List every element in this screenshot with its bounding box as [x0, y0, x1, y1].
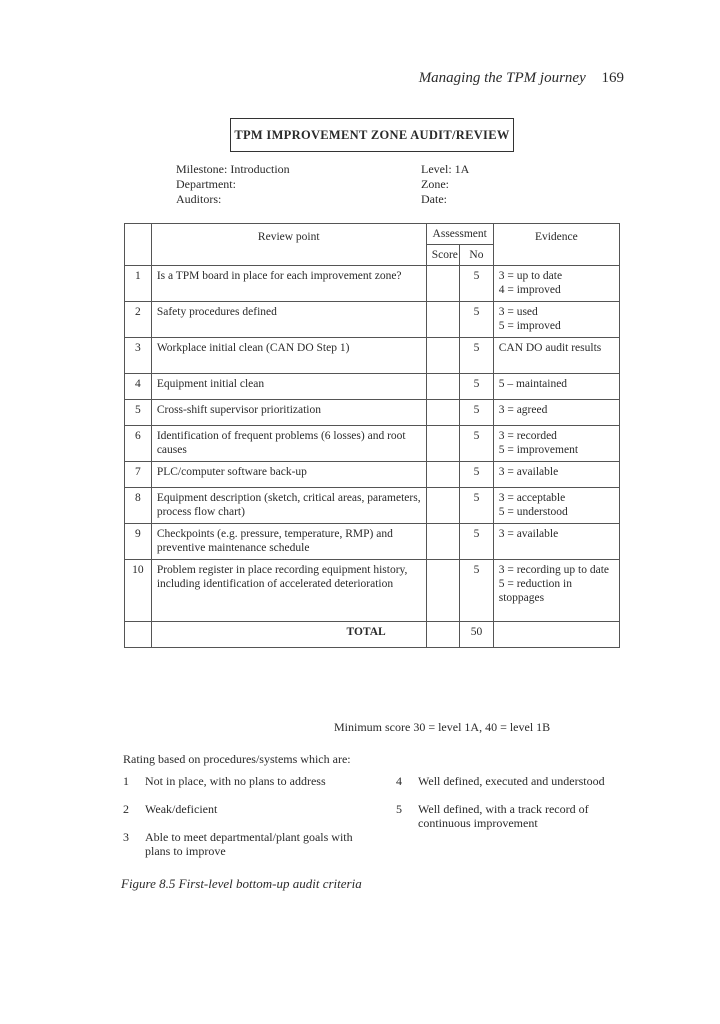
total-evidence-cell: [493, 622, 619, 648]
header-assessment: Assessment: [426, 224, 493, 245]
row-number: 1: [125, 266, 152, 302]
auditors-field: Auditors:: [176, 192, 222, 206]
score-cell: [426, 338, 460, 374]
total-score-cell: [426, 622, 460, 648]
milestone-field: Milestone: Introduction: [176, 162, 290, 176]
department-field: Department:: [176, 177, 236, 191]
score-cell: [426, 462, 460, 488]
evidence-line: 5 – maintained: [498, 378, 568, 390]
score-cell: [426, 426, 460, 462]
evidence-cell: [493, 488, 619, 524]
header-review-point: Review point: [151, 224, 426, 266]
evidence-cell: [493, 426, 619, 462]
row-number: 8: [125, 488, 152, 524]
table-row: [125, 488, 620, 524]
form-title: TPM IMPROVEMENT ZONE AUDIT/REVIEW: [230, 118, 514, 152]
evidence-line: 3 = recording up to date: [498, 564, 609, 576]
evidence-line: 3 = up to date: [498, 270, 563, 282]
table-row: [125, 426, 620, 462]
evidence-cell: [493, 266, 619, 302]
review-point: Problem register in place recording equipment history, including identification of accelerated deterioration: [151, 560, 426, 622]
header-number-cell: [125, 224, 152, 266]
no-value: 5: [460, 560, 494, 622]
row-number: 2: [125, 302, 152, 338]
evidence-line: 4 = improved: [498, 284, 561, 296]
no-value: 5: [460, 426, 494, 462]
audit-table-body: [125, 266, 620, 622]
evidence-line: 5 = improved: [498, 320, 561, 332]
review-point: PLC/computer software back-up: [151, 462, 426, 488]
table-row: [125, 266, 620, 302]
level-field: Level: 1A: [421, 162, 470, 176]
no-value: 5: [460, 524, 494, 560]
score-cell: [426, 560, 460, 622]
score-cell: [426, 400, 460, 426]
rating-item-4: [396, 774, 605, 788]
total-value: 50: [460, 622, 494, 648]
rating-intro: Rating based on procedures/systems which are:: [123, 752, 351, 766]
review-point: Workplace initial clean (CAN DO Step 1): [151, 338, 426, 374]
evidence-line: 3 = recorded: [498, 430, 557, 442]
rating-text: Well defined, with a track record of continuous improvement: [418, 802, 589, 830]
score-cell: [426, 266, 460, 302]
review-point: Checkpoints (e.g. pressure, temperature, RMP) and preventive maintenance schedule: [151, 524, 426, 560]
minimum-score-note: Minimum score 30 = level 1A, 40 = level 1B: [334, 720, 551, 734]
form-meta-right: [421, 162, 469, 207]
header-no: No: [460, 245, 494, 266]
row-number: 10: [125, 560, 152, 622]
score-cell: [426, 302, 460, 338]
row-number: 9: [125, 524, 152, 560]
table-row: [125, 524, 620, 560]
review-point: Equipment initial clean: [151, 374, 426, 400]
evidence-cell: [493, 302, 619, 338]
rating-number: 1: [123, 774, 129, 788]
evidence-cell: [493, 560, 619, 622]
row-number: 7: [125, 462, 152, 488]
evidence-cell: [493, 462, 619, 488]
no-value: 5: [460, 302, 494, 338]
row-number: 3: [125, 338, 152, 374]
evidence-cell: [493, 338, 619, 374]
table-row: [125, 400, 620, 426]
no-value: 5: [460, 338, 494, 374]
header-evidence: Evidence: [493, 224, 619, 266]
rating-text: Not in place, with no plans to address: [145, 774, 326, 788]
score-cell: [426, 374, 460, 400]
evidence-line: 3 = available: [498, 466, 559, 478]
table-row: [125, 374, 620, 400]
evidence-line: 3 = available: [498, 528, 559, 540]
evidence-line: 5 = improvement: [498, 444, 579, 456]
no-value: 5: [460, 462, 494, 488]
header-score: Score: [426, 245, 460, 266]
no-value: 5: [460, 374, 494, 400]
rating-number: 3: [123, 830, 129, 844]
evidence-line: 5 = understood: [498, 506, 568, 518]
review-point: Identification of frequent problems (6 losses) and root causes: [151, 426, 426, 462]
evidence-cell: [493, 400, 619, 426]
score-cell: [426, 524, 460, 560]
review-point: Is a TPM board in place for each improvement zone?: [151, 266, 426, 302]
zone-field: Zone:: [421, 177, 449, 191]
no-value: 5: [460, 400, 494, 426]
rating-number: 2: [123, 802, 129, 816]
rating-text: Able to meet departmental/plant goals with plans to improve: [145, 830, 353, 858]
total-number-cell: [125, 622, 152, 648]
review-point: Equipment description (sketch, critical areas, parameters, process flow chart): [151, 488, 426, 524]
evidence-line: 3 = acceptable: [498, 492, 566, 504]
rating-number: 5: [396, 802, 402, 816]
rating-text: Weak/deficient: [145, 802, 218, 816]
row-number: 6: [125, 426, 152, 462]
running-header: [419, 70, 624, 87]
figure-caption: Figure 8.5 First-level bottom-up audit criteria: [121, 876, 362, 891]
rating-number: 4: [396, 774, 402, 788]
table-row: [125, 560, 620, 622]
table-row: [125, 462, 620, 488]
running-title: Managing the TPM journey: [418, 70, 586, 86]
rating-item-1: [123, 774, 326, 788]
score-cell: [426, 488, 460, 524]
evidence-line: CAN DO audit results: [498, 342, 602, 354]
total-label: TOTAL: [151, 622, 426, 648]
review-point: Cross-shift supervisor prioritization: [151, 400, 426, 426]
evidence-line: 3 = agreed: [498, 404, 548, 416]
rating-item-3: [123, 830, 373, 858]
row-number: 5: [125, 400, 152, 426]
review-point: Safety procedures defined: [151, 302, 426, 338]
row-number: 4: [125, 374, 152, 400]
evidence-cell: [493, 374, 619, 400]
no-value: 5: [460, 266, 494, 302]
page-number: 169: [601, 70, 624, 86]
evidence-line: 3 = used: [498, 306, 538, 318]
rating-item-2: [123, 802, 217, 816]
rating-item-5: [396, 802, 616, 830]
table-row: [125, 338, 620, 374]
evidence-line: 5 = reduction in stoppages: [498, 578, 572, 604]
rating-text: Well defined, executed and understood: [418, 774, 605, 788]
table-row: [125, 302, 620, 338]
no-value: 5: [460, 488, 494, 524]
audit-table: [124, 223, 620, 648]
evidence-cell: [493, 524, 619, 560]
date-field: Date:: [421, 192, 447, 206]
form-meta-left: [176, 162, 290, 207]
